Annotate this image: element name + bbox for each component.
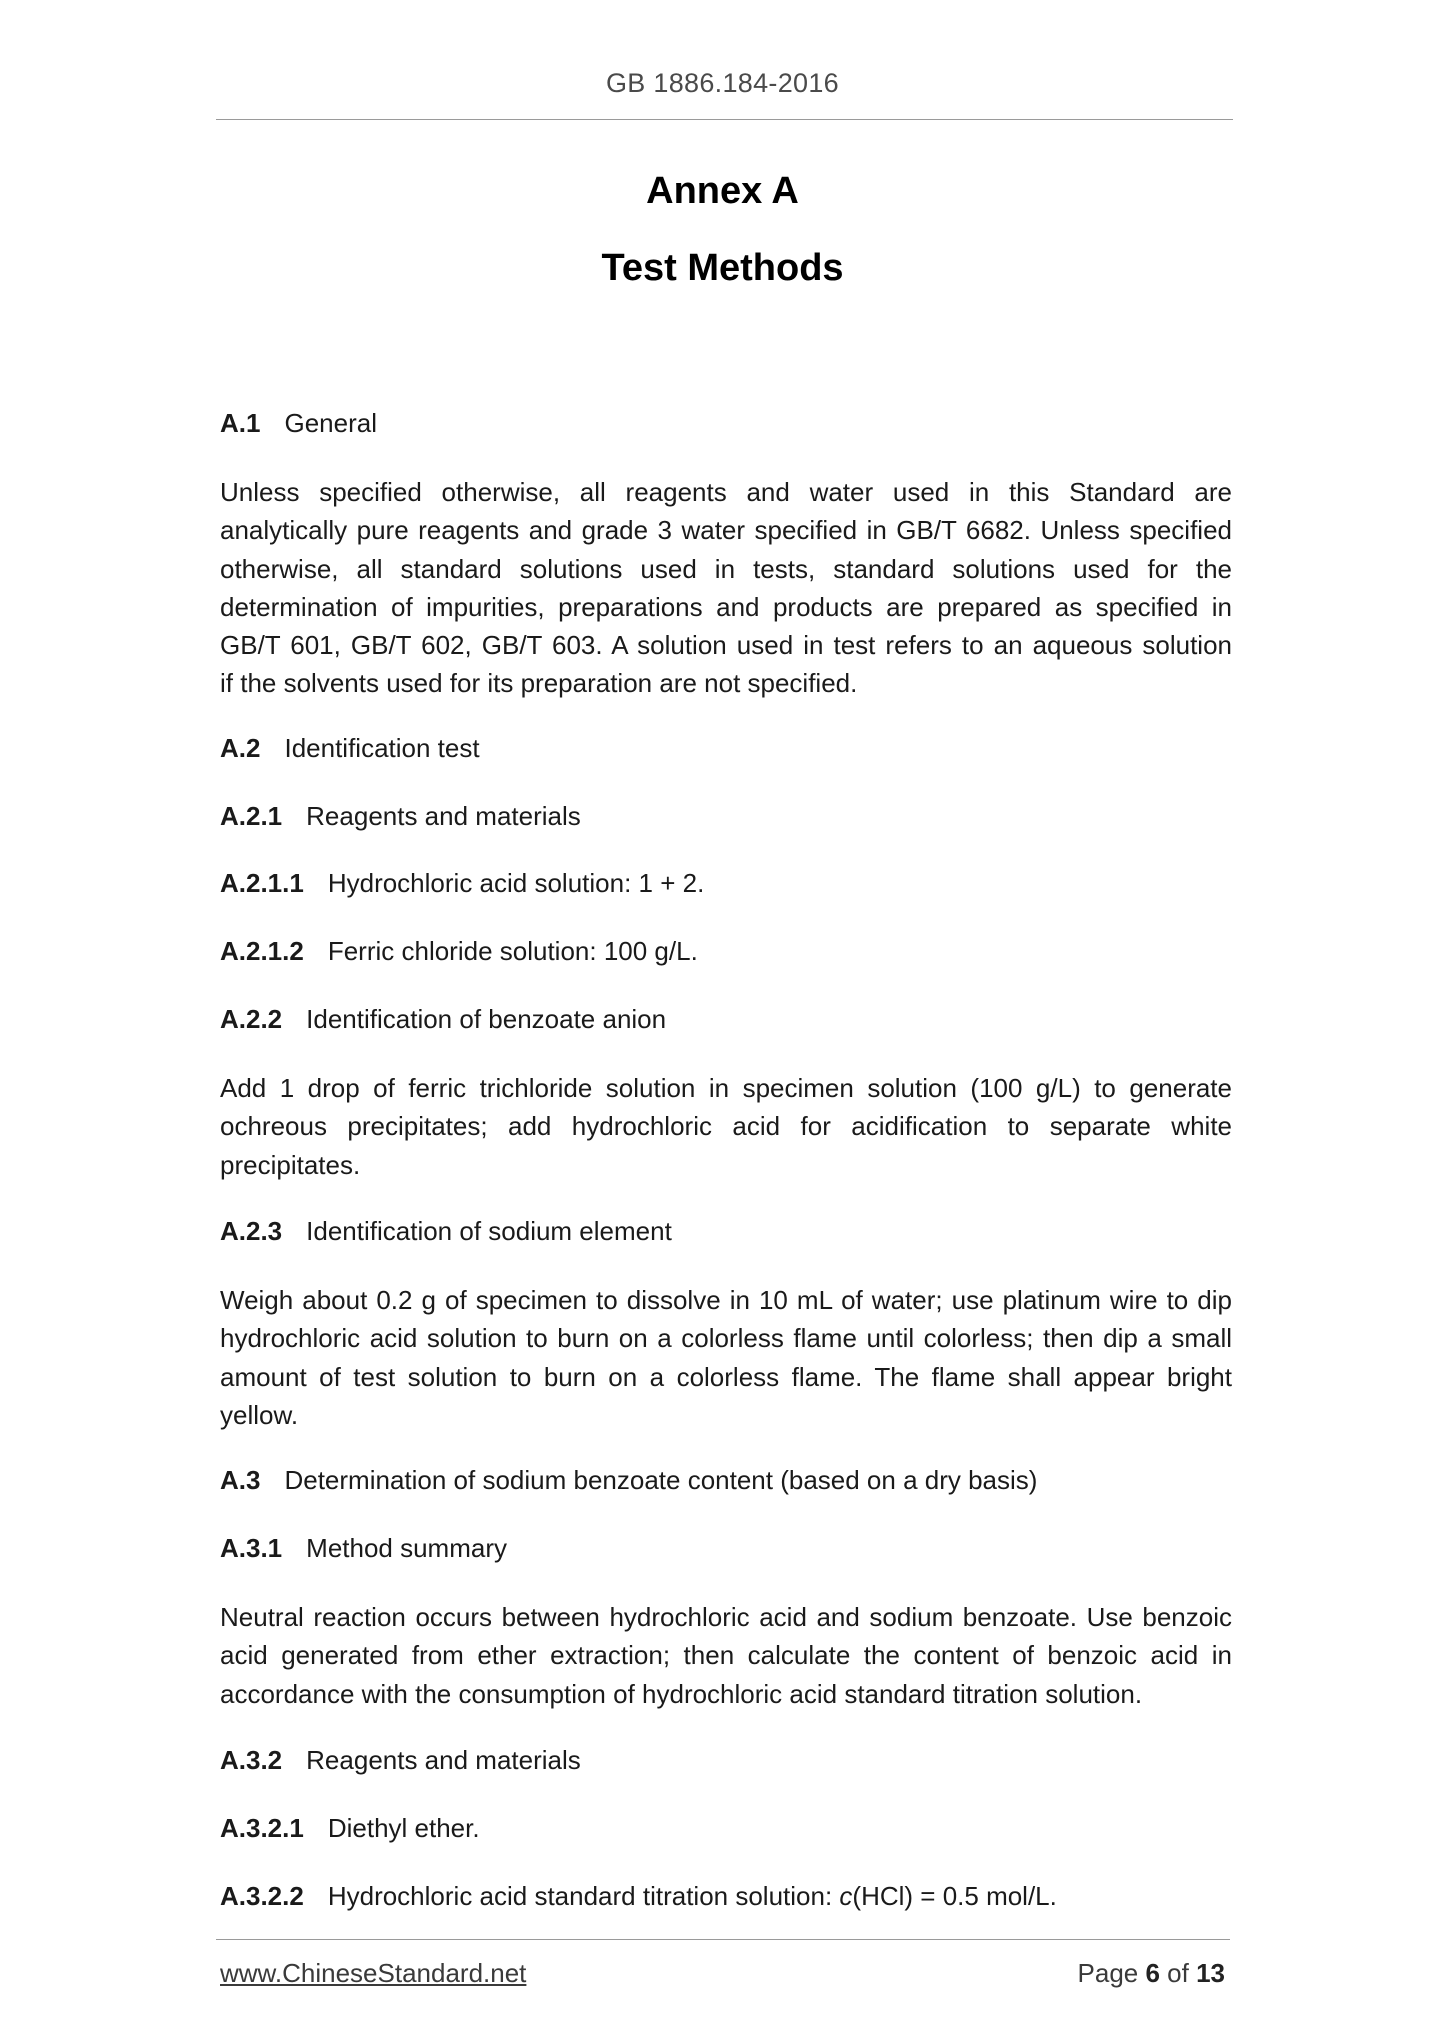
paragraph-benzoate-anion: [220, 1069, 1232, 1184]
section-heading-a22: [220, 1004, 1232, 1035]
header-divider: [216, 119, 1233, 120]
paragraph-line: accordance with the consumption of hydrochloric acid standard titration solution.: [220, 1678, 1143, 1709]
section-title: Identification test: [284, 733, 480, 763]
paragraph-line: otherwise, all standard solutions used in tests, standard solutions used for the: [220, 553, 1232, 584]
paragraph-line: acid generated from ether extraction; then calculate the content of benzoic acid in: [220, 1640, 1232, 1671]
section-heading-a1: [220, 408, 1232, 439]
paragraph-line: precipitates.: [220, 1149, 361, 1180]
section-title: Determination of sodium benzoate content (based on a dry basis): [284, 1465, 1038, 1495]
paragraph-general: [220, 473, 1232, 703]
paragraph-line: amount of test solution to burn on a colorless flame. The flame shall appear bright: [220, 1361, 1232, 1392]
section-number: A.3.2.1: [220, 1813, 304, 1843]
section-heading-a211: [220, 868, 1232, 899]
section-title: Identification of sodium element: [306, 1216, 672, 1246]
section-number: A.2.1.2: [220, 936, 304, 966]
section-number: A.1: [220, 408, 261, 438]
section-title: Identification of benzoate anion: [306, 1004, 667, 1034]
paragraph-line: GB/T 601, GB/T 602, GB/T 603. A solution used in test refers to an aqueous solution: [220, 630, 1232, 661]
paragraph-line: ochreous precipitates; add hydrochloric acid for acidification to separate white: [220, 1111, 1232, 1142]
paragraph-method-summary: [220, 1598, 1232, 1713]
paragraph-line: Weigh about 0.2 g of specimen to dissolve in 10 mL of water; use platinum wire to dip: [220, 1285, 1232, 1315]
section-title: General: [284, 408, 377, 438]
section-heading-a23: [220, 1216, 1232, 1247]
section-number: A.3: [220, 1465, 261, 1495]
page-separator: of: [1159, 1958, 1197, 1988]
section-title: Hydrochloric acid solution: 1 + 2.: [327, 868, 705, 898]
annex-subtitle: Test Methods: [601, 247, 844, 289]
section-title-post: (HCl) = 0.5 mol/L.: [852, 1881, 1057, 1911]
section-number: A.2.3: [220, 1216, 283, 1246]
section-title: Diethyl ether.: [327, 1813, 480, 1843]
section-title: Method summary: [306, 1533, 507, 1563]
concentration-symbol: c: [839, 1881, 853, 1911]
section-number: A.2.1.1: [220, 868, 304, 898]
page-prefix: Page: [1077, 1958, 1146, 1988]
footer-divider: [216, 1939, 1230, 1940]
total-page-number: 13: [1196, 1958, 1225, 1988]
section-number: A.3.1: [220, 1533, 283, 1563]
paragraph-line: determination of impurities, preparations and products are prepared as specified in: [220, 591, 1232, 622]
section-heading-a31: [220, 1533, 1232, 1564]
website-link[interactable]: www.ChineseStandard.net: [220, 1958, 527, 1988]
paragraph-line: hydrochloric acid solution to burn on a colorless flame until colorless; then dip a small: [220, 1323, 1232, 1354]
section-title: Reagents and materials: [306, 1745, 581, 1775]
section-heading-a2: [220, 733, 1232, 764]
section-title-pre: Hydrochloric acid standard titration solution:: [327, 1881, 840, 1911]
paragraph-line: analytically pure reagents and grade 3 water specified in GB/T 6682. Unless specified: [220, 515, 1232, 546]
current-page-number: 6: [1145, 1958, 1160, 1988]
section-title: Ferric chloride solution: 100 g/L.: [327, 936, 698, 966]
paragraph-line: yellow.: [220, 1399, 299, 1430]
paragraph-line: if the solvents used for its preparation are not specified.: [220, 668, 858, 699]
section-number: A.2.1: [220, 801, 283, 831]
document-id-header: GB 1886.184-2016: [606, 68, 839, 98]
section-number: A.3.2: [220, 1745, 283, 1775]
paragraph-line: Neutral reaction occurs between hydrochloric acid and sodium benzoate. Use benzoic: [220, 1602, 1232, 1632]
section-heading-a322: [220, 1881, 1232, 1912]
section-heading-a321: [220, 1813, 1232, 1844]
section-number: A.3.2.2: [220, 1881, 304, 1911]
paragraph-line: Add 1 drop of ferric trichloride solution in specimen solution (100 g/L) to generate: [220, 1073, 1232, 1103]
paragraph-line: Unless specified otherwise, all reagents and water used in this Standard are: [220, 477, 1232, 507]
section-heading-a21: [220, 801, 1232, 832]
section-heading-a3: [220, 1465, 1232, 1496]
paragraph-sodium-element: [220, 1281, 1232, 1434]
section-number: A.2: [220, 733, 261, 763]
section-heading-a212: [220, 936, 1232, 967]
section-title: Reagents and materials: [306, 801, 581, 831]
section-number: A.2.2: [220, 1004, 283, 1034]
page-indicator: [1078, 1958, 1225, 1989]
section-heading-a32: [220, 1745, 1232, 1776]
annex-title: Annex A: [646, 170, 799, 212]
